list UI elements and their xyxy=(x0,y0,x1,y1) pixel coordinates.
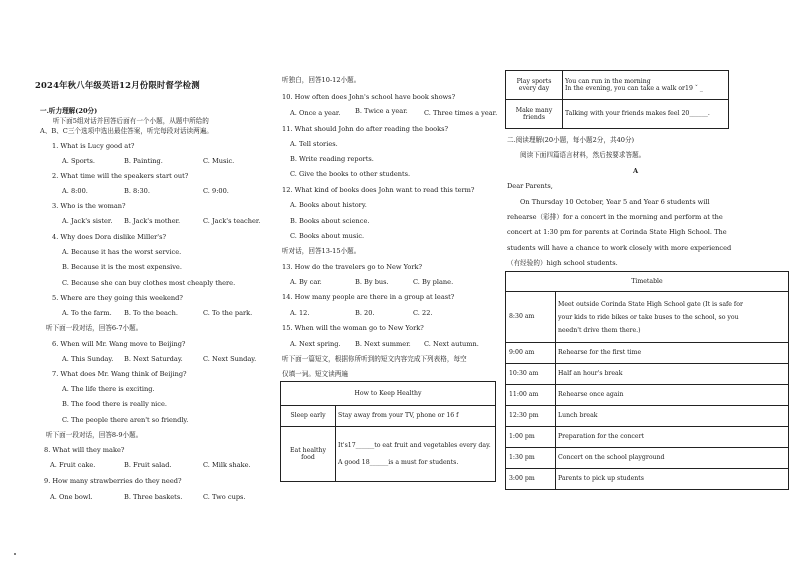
q14-option-c: C. 22. xyxy=(413,309,433,317)
timetable-event: Lunch break xyxy=(556,406,789,427)
timetable-event: Parents to pick up students xyxy=(556,469,789,490)
question-11: 11. What should John do after reading the books? xyxy=(282,125,449,133)
q6-option-a: A. This Sunday. xyxy=(62,355,114,363)
q2-option-c: C. 9:00. xyxy=(203,187,229,195)
eat-healthy-text-2: A good 18______is a must for students. xyxy=(338,458,459,466)
timetable-row xyxy=(506,292,789,343)
timetable-time: 1:00 pm xyxy=(506,427,556,448)
question-10: 10. How often does John's school have book shows? xyxy=(282,93,456,101)
q8-option-b: B. Fruit salad. xyxy=(124,461,172,469)
timetable-time: 9:00 am xyxy=(506,343,556,364)
q7-option-a: A. The life there is exciting. xyxy=(62,385,155,393)
q7-option-b: B. The food there is really nice. xyxy=(62,400,167,408)
q4-option-c: C. Because she can buy clothes most cheaply there. xyxy=(62,279,236,287)
question-9: 9. How many strawberries do they need? xyxy=(44,477,182,485)
question-15: 15. When will the woman go to New York? xyxy=(282,324,424,332)
q10-option-a: A. Once a year. xyxy=(290,109,341,117)
timetable-row xyxy=(506,427,789,448)
q9-option-b: B. Three baskets. xyxy=(124,493,183,501)
passage-line-5: （有经验的）high school students. xyxy=(507,259,618,267)
make-friends-text: Talking with your friends makes feel 20______. xyxy=(563,100,729,129)
timetable-time: 8:30 am xyxy=(506,292,556,343)
timetable-event: Preparation for the concert xyxy=(556,427,789,448)
passage-line-1: On Thursday 10 October, Year 5 and Year 6 students will xyxy=(520,198,710,206)
timetable-time: 12:30 pm xyxy=(506,406,556,427)
q5-option-a: A. To the farm. xyxy=(62,309,112,317)
sleep-early-label: Sleep early xyxy=(281,406,336,427)
question-4: 4. Why does Dora dislike Miller's? xyxy=(52,233,167,241)
question-5: 5. Where are they going this weekend? xyxy=(52,294,183,302)
keep-healthy-title: How to Keep Healthy xyxy=(281,382,496,406)
question-12: 12. What kind of books does John want to read this term? xyxy=(282,186,475,194)
q14-option-a: A. 12. xyxy=(290,309,310,317)
q12-option-c: C. Books about music. xyxy=(290,232,365,240)
question-8: 8. What will they make? xyxy=(44,446,125,454)
q3-option-a: A. Jack's sister. xyxy=(62,217,113,225)
q6-option-b: B. Next Saturday. xyxy=(124,355,183,363)
q15-option-b: B. Next summer. xyxy=(355,340,411,348)
question-6: 6. When will Mr. Wang move to Beijing? xyxy=(52,340,186,348)
keep-healthy-table xyxy=(280,381,496,482)
eat-healthy-label: Eat healthy food xyxy=(281,427,336,482)
timetable-time: 10:30 am xyxy=(506,364,556,385)
q11-option-a: A. Tell stories. xyxy=(290,140,338,148)
timetable-row xyxy=(506,385,789,406)
q6-option-c: C. Next Sunday. xyxy=(203,355,257,363)
q11-option-b: B. Write reading reports. xyxy=(290,155,374,163)
q12-option-b: B. Books about science. xyxy=(290,217,370,225)
q4-option-a: A. Because it has the worst service. xyxy=(62,248,182,256)
question-2: 2. What time will the speakers start out? xyxy=(52,172,189,180)
q10-option-b: B. Twice a year. xyxy=(355,107,408,115)
play-sports-cell xyxy=(563,71,729,100)
q11-option-c: C. Give the books to other students. xyxy=(290,170,411,178)
salutation: Dear Parents, xyxy=(507,182,553,190)
q13-option-b: B. By bus. xyxy=(355,278,389,286)
timetable-time: 1:30 pm xyxy=(506,448,556,469)
timetable-row xyxy=(506,469,789,490)
question-7: 7. What does Mr. Wang think of Beijing? xyxy=(52,370,187,378)
timetable-row xyxy=(506,343,789,364)
q3-option-b: B. Jack's mother. xyxy=(124,217,181,225)
q13-option-a: A. By car. xyxy=(290,278,322,286)
play-sports-text-1: You can run in the morning xyxy=(565,77,651,85)
timetable-event: Half an hour's break xyxy=(556,364,789,385)
q14-option-b: B. 20. xyxy=(355,309,375,317)
q1-option-a: A. Sports. xyxy=(62,157,95,165)
question-1: 1. What is Lucy good at? xyxy=(52,142,135,150)
table-instruction-1: 听下面一篇短文，根据你所听到的短文内容完成下列表格，每空 xyxy=(282,355,467,363)
q1-option-c: C. Music. xyxy=(203,157,235,165)
q5-option-c: C. To the park. xyxy=(203,309,253,317)
timetable-event-line: your kids to ride bikes or take buses to the school, so you xyxy=(558,313,739,321)
timetable-event: Rehearse for the first time xyxy=(556,343,789,364)
timetable-time: 11:00 am xyxy=(506,385,556,406)
question-14: 14. How many people are there in a group at least? xyxy=(282,293,455,301)
q5-option-b: B. To the beach. xyxy=(124,309,178,317)
table-instruction-2: 仅填一词。短文读两遍 xyxy=(282,370,348,378)
timetable-event: Rehearse once again xyxy=(556,385,789,406)
passage-line-2: rehearse（彩排）for a concert in the morning and perform at the xyxy=(507,213,723,221)
q9-option-a: A. One bowl. xyxy=(50,493,93,501)
listening-heading: 一.听力理解(20分) xyxy=(40,107,98,115)
q13-option-c: C. By plane. xyxy=(413,278,454,286)
passage-line-4: students will have a chance to work closely with more experienced xyxy=(507,244,732,252)
scan-speck xyxy=(14,553,16,555)
question-13: 13. How do the travelers go to New York? xyxy=(282,263,423,271)
q9-option-c: C. Two cups. xyxy=(203,493,246,501)
timetable xyxy=(505,271,789,490)
keep-healthy-table-continued xyxy=(505,70,729,129)
timetable-time: 3:00 pm xyxy=(506,469,556,490)
play-sports-label: Play sports every day xyxy=(506,71,563,100)
section-8-9: 听下面一段对话，回答8-9小题。 xyxy=(46,431,143,439)
timetable-row xyxy=(506,406,789,427)
passage-letter: A xyxy=(633,167,639,175)
play-sports-text-2: In the evening, you can take a walk or19 ˇ _ xyxy=(565,85,704,92)
passage-line-3: concert at 1:30 pm for parents at Corinda State High School. The xyxy=(507,228,727,236)
section-13-15: 听对话，回答13-15小题。 xyxy=(282,247,361,255)
q3-option-c: C. Jack's teacher. xyxy=(203,217,261,225)
section-6-7: 听下面一段对话，回答6-7小题。 xyxy=(46,324,143,332)
make-friends-label: Make many friends xyxy=(506,100,563,129)
timetable-title: Timetable xyxy=(506,272,789,292)
q2-option-b: B. 8:30. xyxy=(124,187,150,195)
listening-intro-2: A、B、C三个选项中选出最佳答案，听完每段对话读两遍。 xyxy=(40,127,213,135)
timetable-event-line: Meet outside Corinda State High School gate (It is safe for xyxy=(558,300,743,308)
section-10-12: 听独白，回答10-12小题。 xyxy=(282,76,361,84)
q12-option-a: A. Books about history. xyxy=(290,201,367,209)
timetable-event xyxy=(556,292,789,343)
q8-option-c: C. Milk shake. xyxy=(203,461,251,469)
timetable-event: Concert on the school playground xyxy=(556,448,789,469)
question-3: 3. Who is the woman? xyxy=(52,202,126,210)
q15-option-c: C. Next autumn. xyxy=(424,340,479,348)
q2-option-a: A. 8:00. xyxy=(62,187,88,195)
q7-option-c: C. The people there aren't so friendly. xyxy=(62,416,189,424)
timetable-row xyxy=(506,448,789,469)
timetable-event-line: needn't drive them there.) xyxy=(558,326,641,334)
reading-instruction: 阅读下面四篇语言材料，然后按要求答题。 xyxy=(520,151,646,159)
reading-heading: 二.阅读理解(20小题，每小题2分，共40分) xyxy=(507,136,635,144)
q1-option-b: B. Painting. xyxy=(124,157,163,165)
q4-option-b: B. Because it is the most expensive. xyxy=(62,263,182,271)
q15-option-a: A. Next spring. xyxy=(290,340,341,348)
page-title: 2024年秋八年级英语12月份限时督学检测 xyxy=(35,80,200,90)
eat-healthy-cell xyxy=(336,427,496,482)
timetable-row xyxy=(506,364,789,385)
listening-intro-1: 听下面5组对话并回答后面有一个小题，从题中所给的 xyxy=(53,117,209,125)
eat-healthy-text-1: It's17______to eat fruit and vegetables every day. xyxy=(338,442,491,449)
q10-option-c: C. Three times a year. xyxy=(424,109,498,117)
q8-option-a: A. Fruit cake. xyxy=(50,461,96,469)
sleep-early-text: Stay away from your TV, phone or 16 f xyxy=(336,406,496,427)
